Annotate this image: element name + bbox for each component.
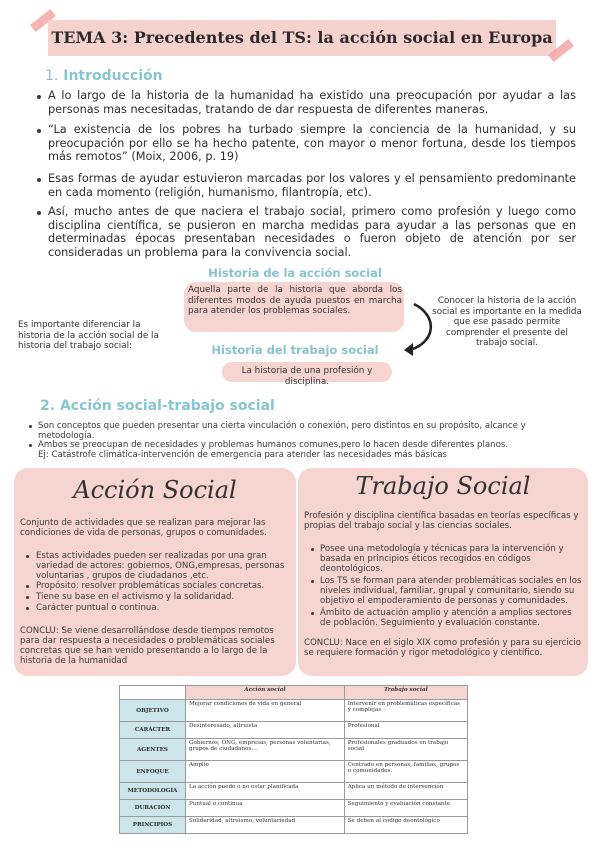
row-label: PRINCIPIOS — [120, 817, 186, 834]
section-title: Introducción — [63, 68, 163, 84]
trabajo-card-bullet-2: Los TS se forman para atender problemáticas sociales en los niveles individual, familiar, grupal y comunitario, siendo su objetivo el empoderamiento de personas y comunidades. — [320, 576, 582, 606]
row-accion-cell: Mejorar condiciones de vida en general — [186, 700, 345, 722]
row-trabajo-cell: Aplica un método de intervención — [344, 783, 467, 800]
table-header-accion: Acción social — [186, 686, 345, 700]
trabajo-card-intro: Profesión y disciplina científica basadas en teorías específicas y propias del trabajo social y las ciencias sociales. — [304, 511, 579, 531]
table-row — [120, 783, 468, 800]
bullet-dot — [26, 607, 29, 610]
accion-card-intro: Conjunto de actividades que se realizan para mejorar las condiciones de vida de personas, grupos o comunidades. — [20, 518, 267, 538]
section2-bullet-2: Ambos se preocupan de necesidades y problemas humanos comunes,pero lo hacen desde diferentes planos. — [38, 440, 509, 450]
right-note: Conocer la historia de la acción social es importante en la medida que ese pasado permite comprender el presente del trabajo social. — [432, 296, 582, 348]
row-label: CARÁCTER — [120, 722, 186, 739]
section-number: 2. — [40, 398, 56, 414]
accion-card-bullet-2: Propósito: resolver problemáticas sociales concretas. — [36, 581, 265, 591]
row-accion-cell: La acción puede o no estar planificada — [186, 783, 345, 800]
trabajo-card-conclusion: CONCLU: Nace en el siglo XIX como profesión y para su ejercicio se requiere formación y rigor metodológico y científico. — [304, 638, 582, 658]
row-accion-cell: Solidaridad, altruismo, voluntariedad — [186, 817, 345, 834]
trabajo-history-heading: Historia del trabajo social — [211, 343, 379, 357]
row-accion-cell: Gobiernos, ONG, empresas, personas voluntarias, grupos de ciudadanos… — [186, 739, 345, 761]
intro-bullet-2: “La existencia de los pobres ha turbado siempre la conciencia de la humanidad, y su preocupación por ello se ha hecho patente, con mayor o menor fortuna, desde los tiempos más remotos” (Moix, 2006, p. 19) — [48, 123, 576, 163]
bullet-dot — [29, 444, 32, 447]
table-row — [120, 722, 468, 739]
row-accion-cell: Puntual o continua — [186, 800, 345, 817]
trabajo-social-card-title: Trabajo Social — [355, 472, 531, 500]
row-label: ENFOQUE — [120, 761, 186, 783]
row-trabajo-cell: Profesional — [344, 722, 467, 739]
bullet-dot — [29, 425, 32, 428]
accion-card-conclusion: CONCLU: Se viene desarrollándose desde tiempos remotos para dar respuesta a necesidades o problemáticas sociales concretas que se han venido presentando a lo largo de la historia de la humanidad — [20, 626, 275, 666]
table-row — [120, 739, 468, 761]
bullet-dot — [311, 580, 314, 583]
bullet-dot — [37, 129, 41, 133]
accion-history-definition: Aquella parte de la historia que aborda los diferentes modos de ayuda puestos en marcha para atender los problemas sociales. — [188, 285, 402, 316]
row-trabajo-cell: Intervenir en problemáticas específicas y complejas — [344, 700, 467, 722]
intro-bullet-4: Así, mucho antes de que naciera el trabajo social, primero como profesión y luego como disciplina científica, se pusieron en marcha medidas para ayudar a las personas que en determinadas épocas presentaban necesidades o fueron objeto de atención por ser consideradas un problema para la convivencia social. — [48, 205, 576, 259]
row-label: AGENTES — [120, 739, 186, 761]
table-header-trabajo: Trabajo social — [344, 686, 467, 700]
section2-heading — [40, 398, 275, 414]
row-label: METODOLOGÍA — [120, 783, 186, 800]
intro-bullet-1: A lo largo de la historia de la humanidad ha existido una preocupación por ayudar a las personas mas necesitadas, tratando de dar respuesta de diferentes maneras. — [48, 89, 576, 116]
table-row — [120, 761, 468, 783]
bullet-dot — [37, 95, 41, 99]
bullet-dot — [37, 178, 41, 182]
bullet-dot — [26, 555, 29, 558]
left-note: Es importante diferenciar la historia de la acción social de la historia del trabajo social: — [18, 320, 159, 351]
accion-social-card-title: Acción Social — [73, 476, 237, 504]
section-number: 1. — [45, 68, 59, 84]
table-row — [120, 800, 468, 817]
bullet-dot — [26, 585, 29, 588]
comparison-table — [119, 685, 468, 834]
bullet-dot — [26, 596, 29, 599]
row-trabajo-cell: Seguimiento y evaluación constante — [344, 800, 467, 817]
row-label: DURACIÓN — [120, 800, 186, 817]
accion-history-heading: Historia de la acción social — [208, 266, 382, 280]
row-trabajo-cell: Se deben al código deontológico — [344, 817, 467, 834]
accion-card-bullet-3: Tiene su base en el activismo y la solidaridad. — [36, 592, 235, 602]
bullet-dot — [37, 211, 41, 215]
intro-bullet-3: Esas formas de ayudar estuvieron marcadas por los valores y el pensamiento predominante en cada momento (religión, humanismo, filantropía, etc). — [48, 172, 576, 199]
page-title: TEMA 3: Precedentes del TS: la acción social en Europa — [51, 28, 553, 47]
bullet-dot — [311, 612, 314, 615]
row-accion-cell: Desinteresado, altruista — [186, 722, 345, 739]
table-header-row — [120, 686, 468, 700]
accion-card-bullet-4: Carácter puntual o continua. — [36, 603, 160, 613]
section1-heading — [45, 68, 163, 84]
row-trabajo-cell: Profesionales graduados en trabajo social — [344, 739, 467, 761]
row-trabajo-cell: Centrado en personas, familias, grupos o comunidades. — [344, 761, 467, 783]
trabajo-card-bullet-3: Ámbito de actuación amplio y atención a amplios sectores de población. Seguimiento y evaluación constante. — [320, 608, 572, 628]
table-corner-cell — [120, 686, 186, 700]
table-row — [120, 817, 468, 834]
row-label: OBJETIVO — [120, 700, 186, 722]
trabajo-card-bullet-1: Posee una metodología y técnicas para la intervención y basada en principios éticos recogidos en códigos deontológicos. — [320, 544, 564, 574]
section2-example: Ej: Catástrofe climática-intervención de emergencia para atender las necesidades más básicas — [38, 450, 447, 460]
row-accion-cell: Amplio — [186, 761, 345, 783]
section-title: Acción social-trabajo social — [59, 398, 275, 414]
trabajo-history-definition: La historia de una profesión y disciplina. — [241, 366, 373, 387]
accion-card-bullet-1: Estas actividades pueden ser realizadas por una gran variedad de actores: gobiernos, ONG,empresas, personas voluntarias , grupos de ciudadanos ,etc. — [36, 551, 285, 581]
section2-bullet-1: Son conceptos que pueden presentar una cierta vinculación o conexión, pero distintos en su propósito, alcance y metodología. — [38, 421, 526, 441]
bullet-dot — [311, 548, 314, 551]
table-row — [120, 700, 468, 722]
